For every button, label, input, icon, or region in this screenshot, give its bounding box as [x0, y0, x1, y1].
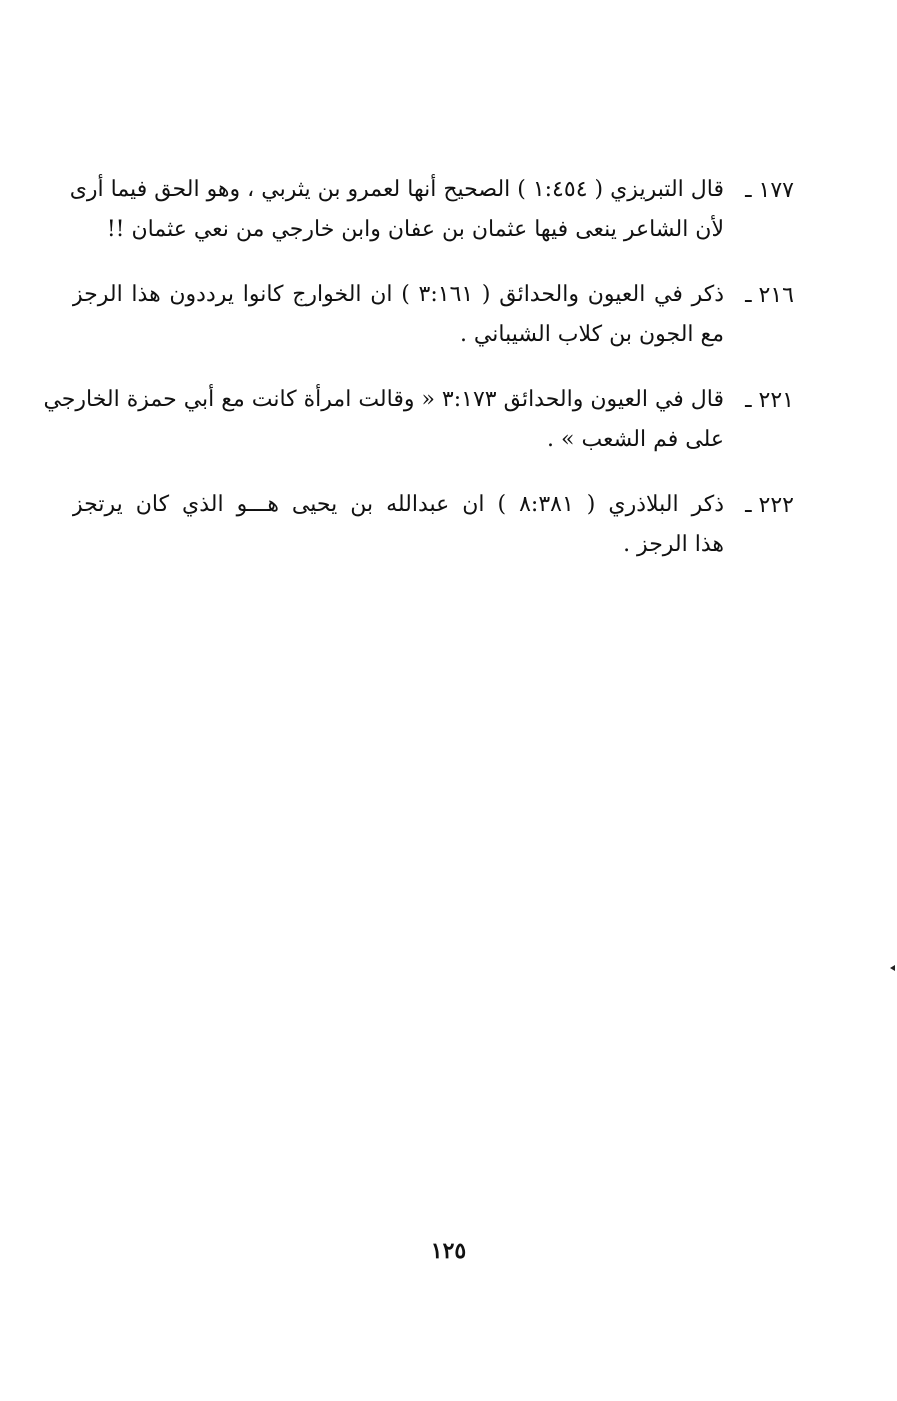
note-text [72, 275, 724, 355]
note-177 [69, 170, 794, 250]
note-text [72, 485, 724, 565]
note-line: قال التبريزي ( ١:٤٥٤ ) الصحيح أنها لعمرو بن يثربي ، وهو الحق فيما أرى [69, 177, 724, 202]
note-line: ذكر في العيون والحدائق ( ٣:١٦١ ) ان الخوارج كانوا يرددون هذا الرجز [72, 282, 724, 307]
note-line: قال في العيون والحدائق ٣:١٧٣ « وقالت امرأة كانت مع أبي حمزة الخارجي [43, 387, 724, 412]
note-text [70, 170, 724, 250]
note-number: ١٧٧ ـ [745, 178, 794, 203]
note-line: مع الجون بن كلاب الشيباني . [459, 322, 724, 347]
note-216 [72, 275, 794, 355]
note-line: ذكر البلاذري ( ٨:٣٨١ ) ان عبدالله بن يحيى هـــو الذي كان يرتجز [72, 492, 724, 517]
margin-mark-icon [890, 965, 895, 971]
note-line: على فم الشعب » . [547, 427, 724, 452]
note-text [43, 380, 724, 460]
note-line: هذا الرجز . [623, 532, 724, 557]
page-number: ١٢٥ [430, 1238, 467, 1264]
note-number: ٢٢٢ ـ [745, 493, 794, 518]
notes-section [43, 170, 794, 590]
note-222 [72, 485, 794, 565]
note-number: ٢٢١ ـ [745, 388, 794, 413]
note-line: لأن الشاعر ينعى فيها عثمان بن عفان وابن خارجي من نعي عثمان !! [106, 217, 724, 242]
note-number: ٢١٦ ـ [745, 283, 794, 308]
note-221 [43, 380, 794, 460]
